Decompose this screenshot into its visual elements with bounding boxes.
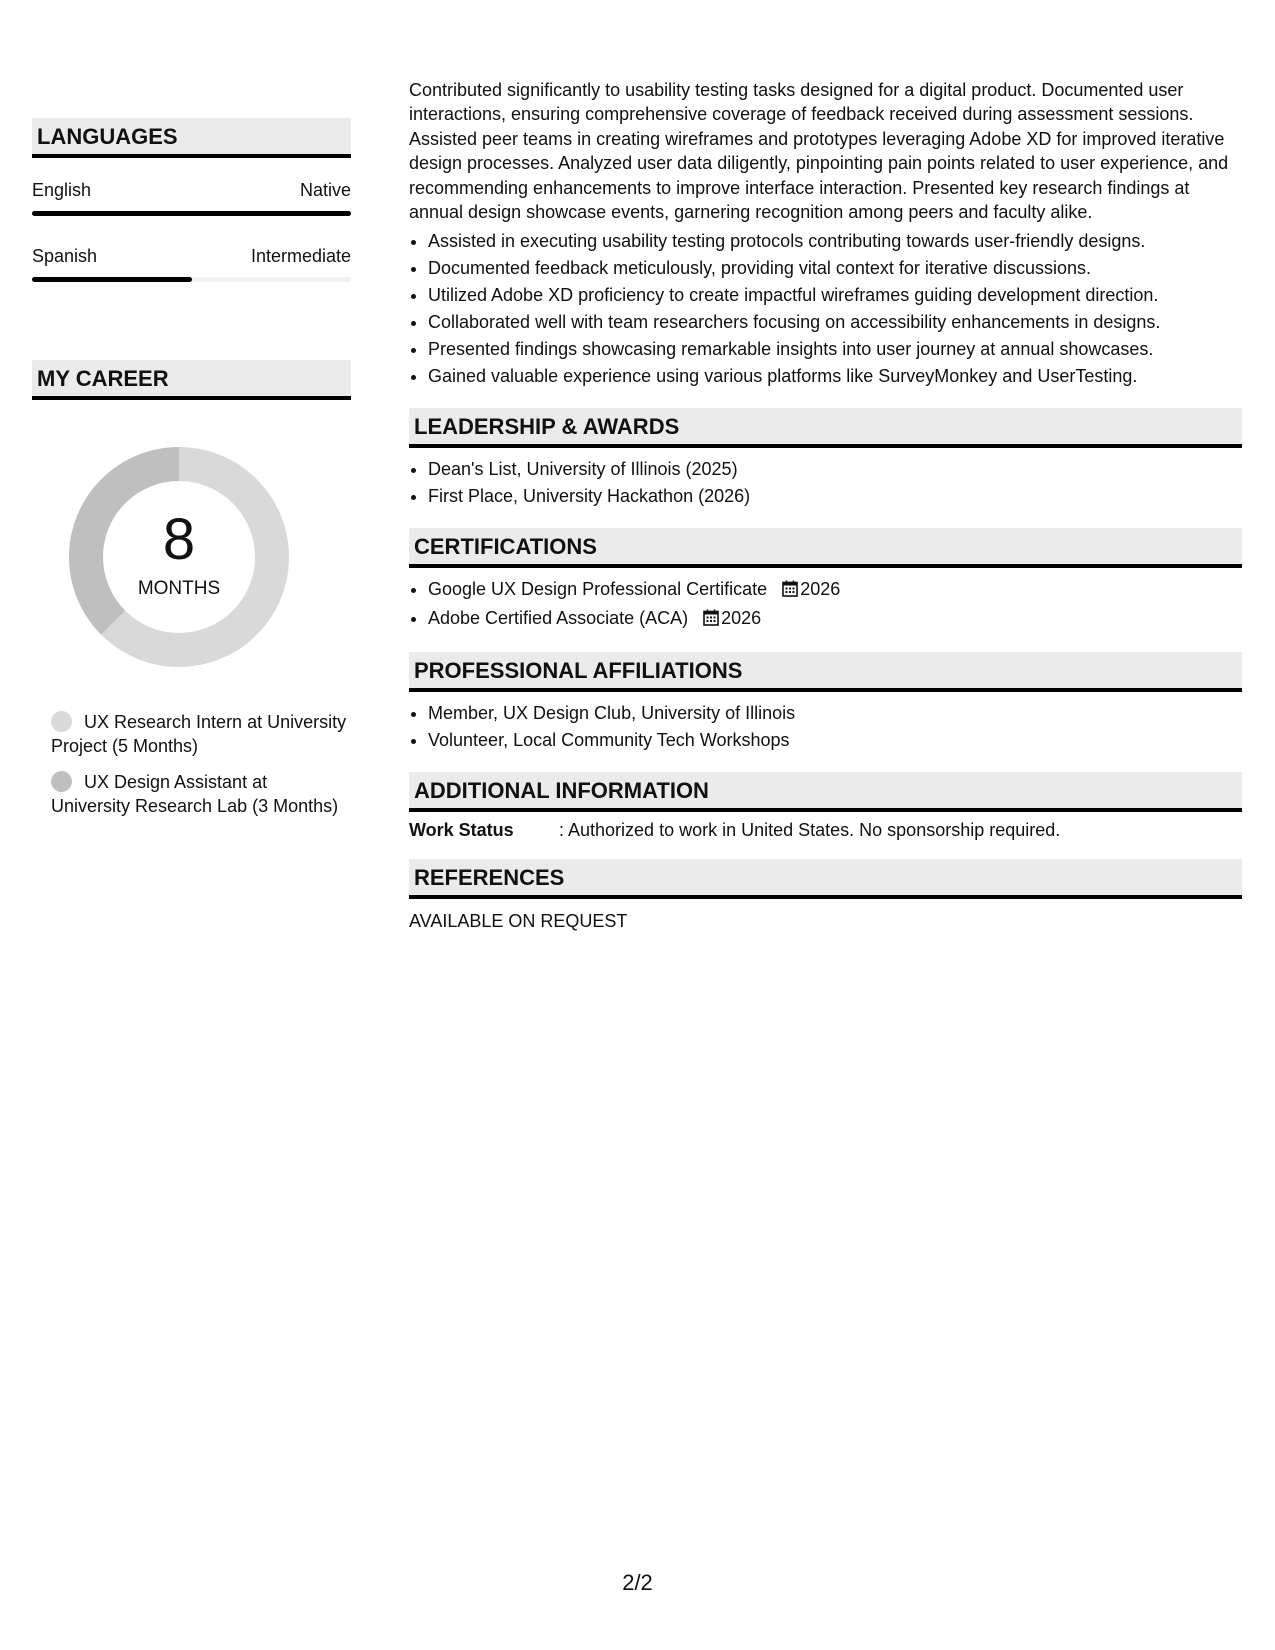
list-item: • Gained valuable experience using various platforms like SurveyMonkey and UserTesting.: [428, 363, 1242, 390]
language-proficiency-fill: [32, 277, 192, 282]
career-legend-item: [51, 770, 351, 818]
career-donut-chart: [64, 442, 294, 672]
list-item: • Collaborated well with team researchers focusing on accessibility enhancements in designs.: [428, 309, 1242, 336]
career-total-number: 8: [162, 507, 196, 572]
affiliations-list: [409, 700, 1242, 754]
career-heading: MY CAREER: [32, 360, 351, 400]
work-status-row: [409, 820, 1242, 841]
language-proficiency-bar: [32, 211, 351, 216]
list-item: • Assisted in executing usability testing protocols contributing towards user-friendly designs.: [428, 228, 1242, 255]
list-item: [428, 605, 1242, 634]
language-level: Native: [299, 180, 351, 200]
list-item: • Documented feedback meticulously, providing vital context for iterative discussions.: [428, 255, 1242, 282]
language-level: Intermediate: [250, 246, 351, 266]
work-status-label: Work Status: [409, 820, 514, 841]
certification-year: 2026: [721, 608, 762, 629]
legend-dot: [51, 771, 72, 792]
references-text: AVAILABLE ON REQUEST: [409, 911, 628, 932]
list-item: • Member, UX Design Club, University of Illinois: [428, 700, 1242, 727]
calendar-icon: [703, 607, 719, 634]
legend-label: UX Design Assistant at University Research Lab (3 Months): [51, 772, 339, 816]
right-column: [409, 78, 1242, 932]
language-item: [32, 246, 351, 282]
language-proficiency-fill: [32, 211, 351, 216]
additional-info-heading: ADDITIONAL INFORMATION: [409, 772, 1242, 812]
references-heading: REFERENCES: [409, 859, 1242, 899]
language-proficiency-bar: [32, 277, 351, 282]
experience-bullets: [409, 228, 1242, 390]
affiliations-heading: PROFESSIONAL AFFILIATIONS: [409, 652, 1242, 692]
certifications-list: [409, 576, 1242, 634]
experience-paragraph: Contributed significantly to usability testing tasks designed for a digital product. Documented user interactions, ensuring comprehensive coverage of feedback received during assessment sessions. Assisted peer teams in creating wireframes and prototypes leveraging Adobe XD for improved iterative design processes. Analyzed user data diligently, pinpointing pain points related to user experience, and recommending enhancements to improve interface interaction. Presented key research findings at annual design showcase events, garnering recognition among peers and faculty alike.: [409, 80, 1229, 223]
career-legend: [51, 710, 351, 818]
certification-name: Adobe Certified Associate (ACA): [428, 608, 689, 629]
career-total-unit: MONTHS: [137, 578, 221, 599]
language-name: English: [32, 180, 92, 200]
list-item: • Utilized Adobe XD proficiency to create impactful wireframes guiding development direction.: [428, 282, 1242, 309]
awards-list: [409, 456, 1242, 510]
language-name: Spanish: [32, 246, 98, 266]
certification-year: 2026: [800, 579, 841, 600]
work-status-value: : Authorized to work in United States. No sponsorship required.: [559, 820, 1061, 841]
legend-dot: [51, 711, 72, 732]
list-item: • First Place, University Hackathon (2026): [428, 483, 1242, 510]
calendar-icon: [782, 578, 798, 605]
certifications-heading: CERTIFICATIONS: [409, 528, 1242, 568]
languages-heading: LANGUAGES: [32, 118, 351, 158]
certification-name: Google UX Design Professional Certificate: [428, 579, 768, 600]
page-number: 2/2: [622, 1570, 653, 1595]
awards-heading: LEADERSHIP & AWARDS: [409, 408, 1242, 448]
list-item: • Dean's List, University of Illinois (2025): [428, 456, 1242, 483]
left-column: [32, 118, 351, 830]
list-item: • Presented findings showcasing remarkable insights into user journey at annual showcases.: [428, 336, 1242, 363]
list-item: [428, 576, 1242, 605]
language-item: [32, 180, 351, 216]
list-item: • Volunteer, Local Community Tech Workshops: [428, 727, 1242, 754]
legend-label: UX Research Intern at University Project (5 Months): [51, 712, 347, 756]
career-legend-item: [51, 710, 351, 758]
